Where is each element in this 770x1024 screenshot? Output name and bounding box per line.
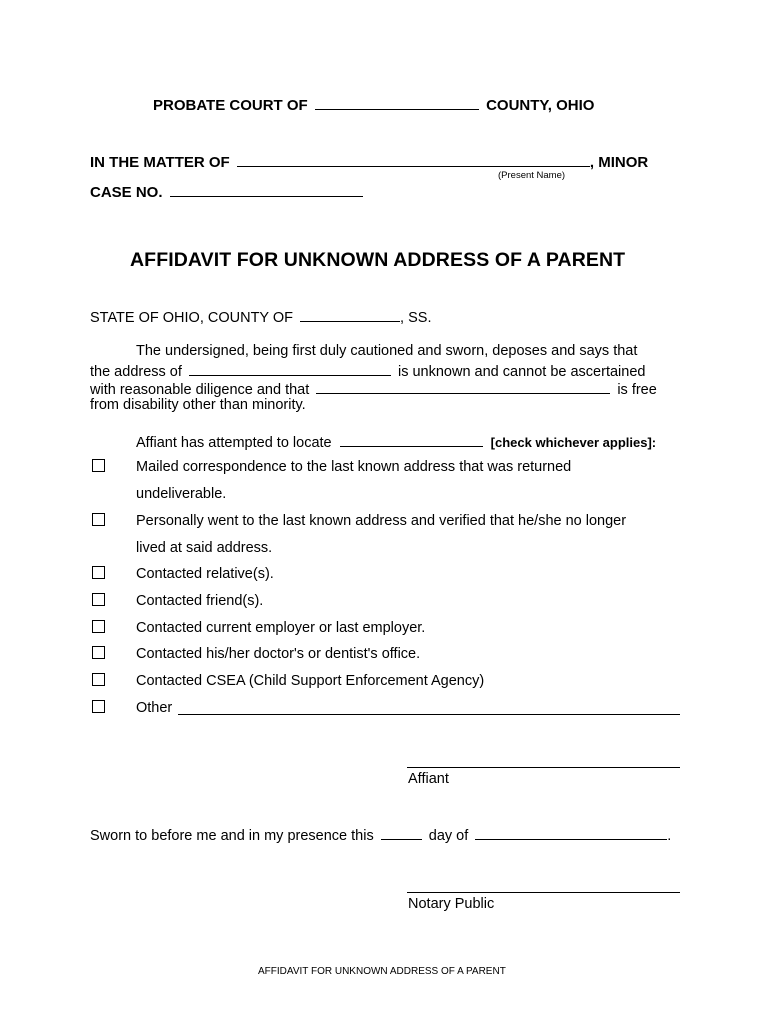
affiant-signature-line[interactable] bbox=[407, 767, 680, 768]
checkbox-personally-visited[interactable] bbox=[92, 513, 105, 526]
court-prefix: PROBATE COURT OF bbox=[153, 97, 308, 114]
body-line-1: The undersigned, being first duly cautioned and sworn, deposes and says that bbox=[136, 343, 638, 359]
option-mailed-line-1: Mailed correspondence to the last known address that was returned bbox=[136, 459, 572, 475]
option-employer: Contacted current employer or last employer. bbox=[136, 620, 426, 636]
matter-line bbox=[90, 152, 648, 171]
body-line-3-b: is free bbox=[617, 382, 657, 398]
affiant-label: Affiant bbox=[408, 771, 449, 787]
venue-suffix: , SS. bbox=[400, 310, 432, 326]
parent-name-field[interactable] bbox=[189, 361, 391, 376]
body-line-2-a: the address of bbox=[90, 364, 182, 380]
jurat-suffix: . bbox=[667, 828, 672, 844]
jurat-prefix: Sworn to before me and in my presence this bbox=[90, 828, 374, 844]
jurat-day-field[interactable] bbox=[381, 825, 422, 840]
checkbox-other[interactable] bbox=[92, 700, 105, 713]
county-name-field[interactable] bbox=[315, 95, 479, 110]
venue-line bbox=[90, 307, 431, 326]
minor-name-field[interactable] bbox=[237, 152, 590, 167]
notary-signature-line[interactable] bbox=[407, 892, 680, 893]
attempt-instruction: [check whichever applies]: bbox=[490, 435, 657, 450]
option-doctor: Contacted his/her doctor's or dentist's office. bbox=[136, 646, 421, 662]
checkbox-contacted-relatives[interactable] bbox=[92, 566, 105, 579]
page-footer: AFFIDAVIT FOR UNKNOWN ADDRESS OF A PARENT bbox=[258, 966, 506, 977]
document-title: AFFIDAVIT FOR UNKNOWN ADDRESS OF A PARENT bbox=[130, 249, 626, 271]
attempt-line bbox=[136, 432, 656, 451]
attempt-prefix: Affiant has attempted to locate bbox=[136, 435, 332, 451]
parent-located-field[interactable] bbox=[340, 432, 483, 447]
checkbox-mailed-correspondence[interactable] bbox=[92, 459, 105, 472]
option-other: Other bbox=[136, 700, 173, 716]
case-line bbox=[90, 182, 363, 201]
option-visited-line-2: lived at said address. bbox=[136, 540, 273, 556]
option-mailed-line-2: undeliverable. bbox=[136, 486, 227, 502]
jurat-middle: day of bbox=[428, 828, 469, 844]
checkbox-contacted-friends[interactable] bbox=[92, 593, 105, 606]
court-line bbox=[153, 95, 594, 114]
jurat-line bbox=[90, 825, 671, 844]
body-line-2 bbox=[90, 361, 645, 380]
checkbox-contacted-employer[interactable] bbox=[92, 620, 105, 633]
body-line-4: from disability other than minority. bbox=[90, 397, 306, 413]
option-friends: Contacted friend(s). bbox=[136, 593, 264, 609]
body-line-2-b: is unknown and cannot be ascertained bbox=[397, 364, 646, 380]
other-field[interactable] bbox=[178, 714, 680, 715]
option-visited-line-1: Personally went to the last known address and verified that he/she no longer bbox=[136, 513, 627, 529]
notary-label: Notary Public bbox=[408, 896, 495, 912]
minor-name-field-2[interactable] bbox=[316, 379, 610, 394]
matter-suffix: , MINOR bbox=[589, 154, 649, 171]
case-label: CASE NO. bbox=[90, 184, 163, 201]
option-relatives: Contacted relative(s). bbox=[136, 566, 274, 582]
checkbox-contacted-doctor[interactable] bbox=[92, 646, 105, 659]
venue-county-field[interactable] bbox=[300, 307, 400, 322]
option-csea: Contacted CSEA (Child Support Enforcement Agency) bbox=[136, 673, 485, 689]
checkbox-contacted-csea[interactable] bbox=[92, 673, 105, 686]
venue-prefix: STATE OF OHIO, COUNTY OF bbox=[90, 310, 294, 326]
court-suffix: COUNTY, OHIO bbox=[486, 97, 595, 114]
present-name-label: (Present Name) bbox=[498, 170, 566, 181]
case-number-field[interactable] bbox=[170, 182, 363, 197]
matter-prefix: IN THE MATTER OF bbox=[90, 154, 230, 171]
body-line-3-a: with reasonable diligence and that bbox=[90, 382, 310, 398]
jurat-month-year-field[interactable] bbox=[475, 825, 667, 840]
body-line-3 bbox=[90, 379, 657, 398]
